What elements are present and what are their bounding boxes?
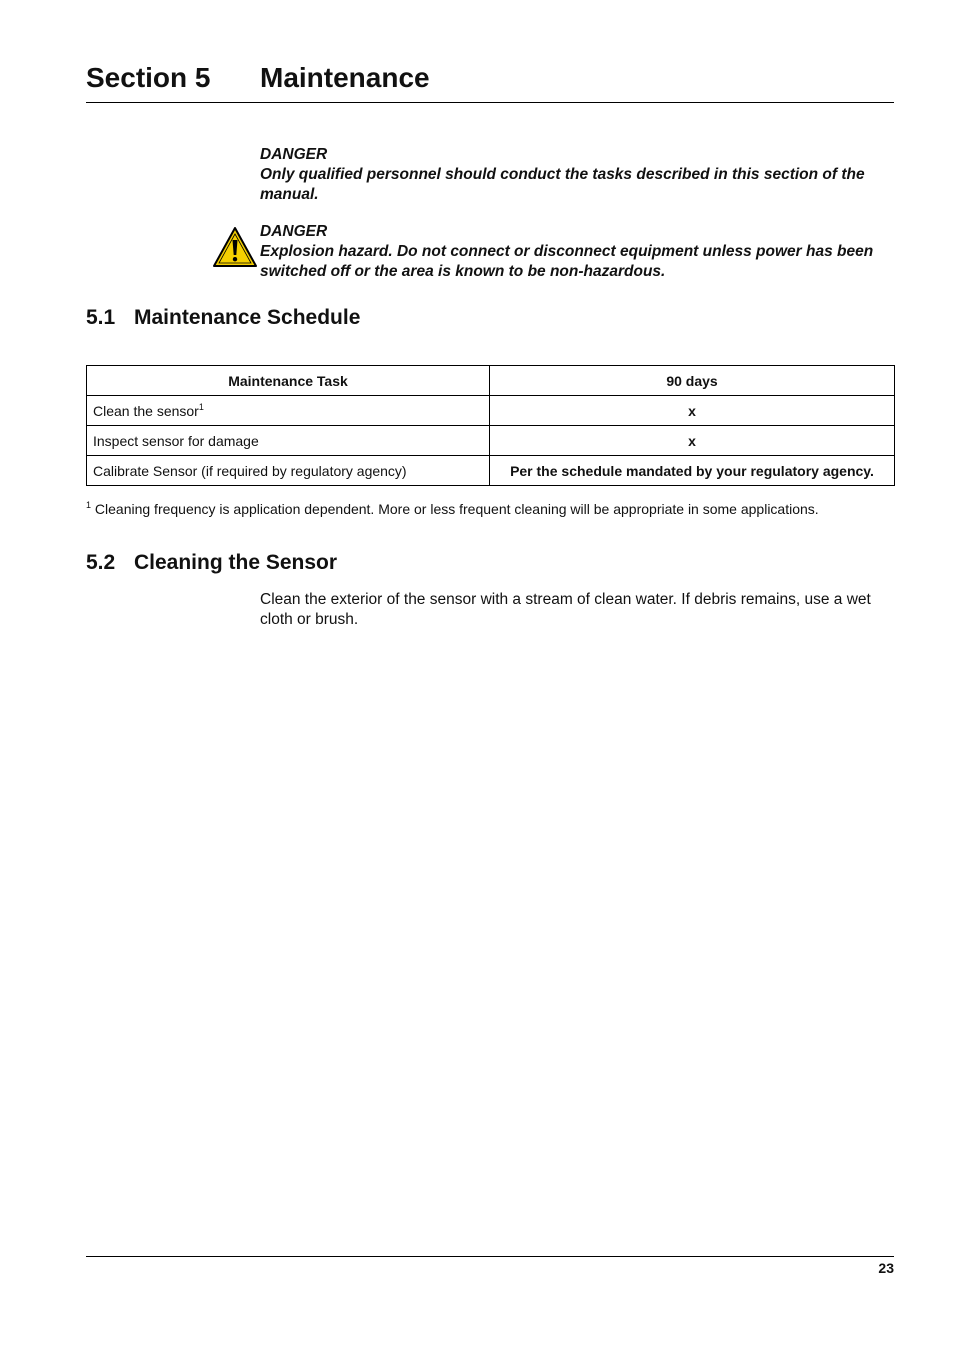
section-name: Maintenance <box>260 62 430 93</box>
danger-text: Only qualified personnel should conduct the tasks described in this section of the manual. <box>260 166 865 203</box>
cleaning-instructions: Clean the exterior of the sensor with a stream of clean water. If debris remains, use a wet cloth or brush. <box>260 591 871 628</box>
danger-notice-explosion-hazard <box>260 222 900 282</box>
page-number: 23 <box>878 1260 894 1276</box>
column-header-frequency: 90 days <box>490 366 895 396</box>
task-cell: Inspect sensor for damage <box>87 426 490 456</box>
frequency-cell: x <box>490 426 895 456</box>
task-text: Clean the sensor <box>93 402 199 419</box>
section-number: Section 5 <box>86 62 211 93</box>
subsection-number: 5.1 <box>86 306 116 329</box>
danger-label: DANGER <box>260 223 328 240</box>
subsection-title: Cleaning the Sensor <box>134 551 338 574</box>
subsection-title: Maintenance Schedule <box>134 306 361 329</box>
subsection-number: 5.2 <box>86 551 116 574</box>
table-footnote <box>86 500 896 518</box>
task-cell: Calibrate Sensor (if required by regulatory agency) <box>87 456 490 486</box>
task-cell <box>87 396 490 426</box>
danger-text: Explosion hazard. Do not connect or disconnect equipment unless power has been switched off or the area is known to be non-hazardous. <box>260 243 874 280</box>
footnote-text: Cleaning frequency is application dependent. More or less frequent cleaning will be appropriate in some applications. <box>94 501 819 517</box>
subsection-heading-maintenance-schedule <box>86 305 360 331</box>
footnote-ref: 1 <box>198 401 204 412</box>
danger-notice-qualified-personnel <box>260 145 900 205</box>
table-header-row <box>87 366 895 396</box>
frequency-cell: x <box>490 396 895 426</box>
warning-triangle-icon <box>212 226 258 268</box>
subsection-heading-cleaning-sensor <box>86 550 337 576</box>
table-row <box>87 396 895 426</box>
column-header-task: Maintenance Task <box>87 366 490 396</box>
footer-rule <box>86 1256 894 1257</box>
table-row <box>87 426 895 456</box>
section-title <box>86 60 894 96</box>
maintenance-schedule-table <box>86 365 895 486</box>
frequency-cell: Per the schedule mandated by your regulatory agency. <box>490 456 895 486</box>
header-rule <box>86 102 894 103</box>
table-row <box>87 456 895 486</box>
footnote-marker: 1 <box>86 500 92 510</box>
danger-label: DANGER <box>260 146 328 163</box>
